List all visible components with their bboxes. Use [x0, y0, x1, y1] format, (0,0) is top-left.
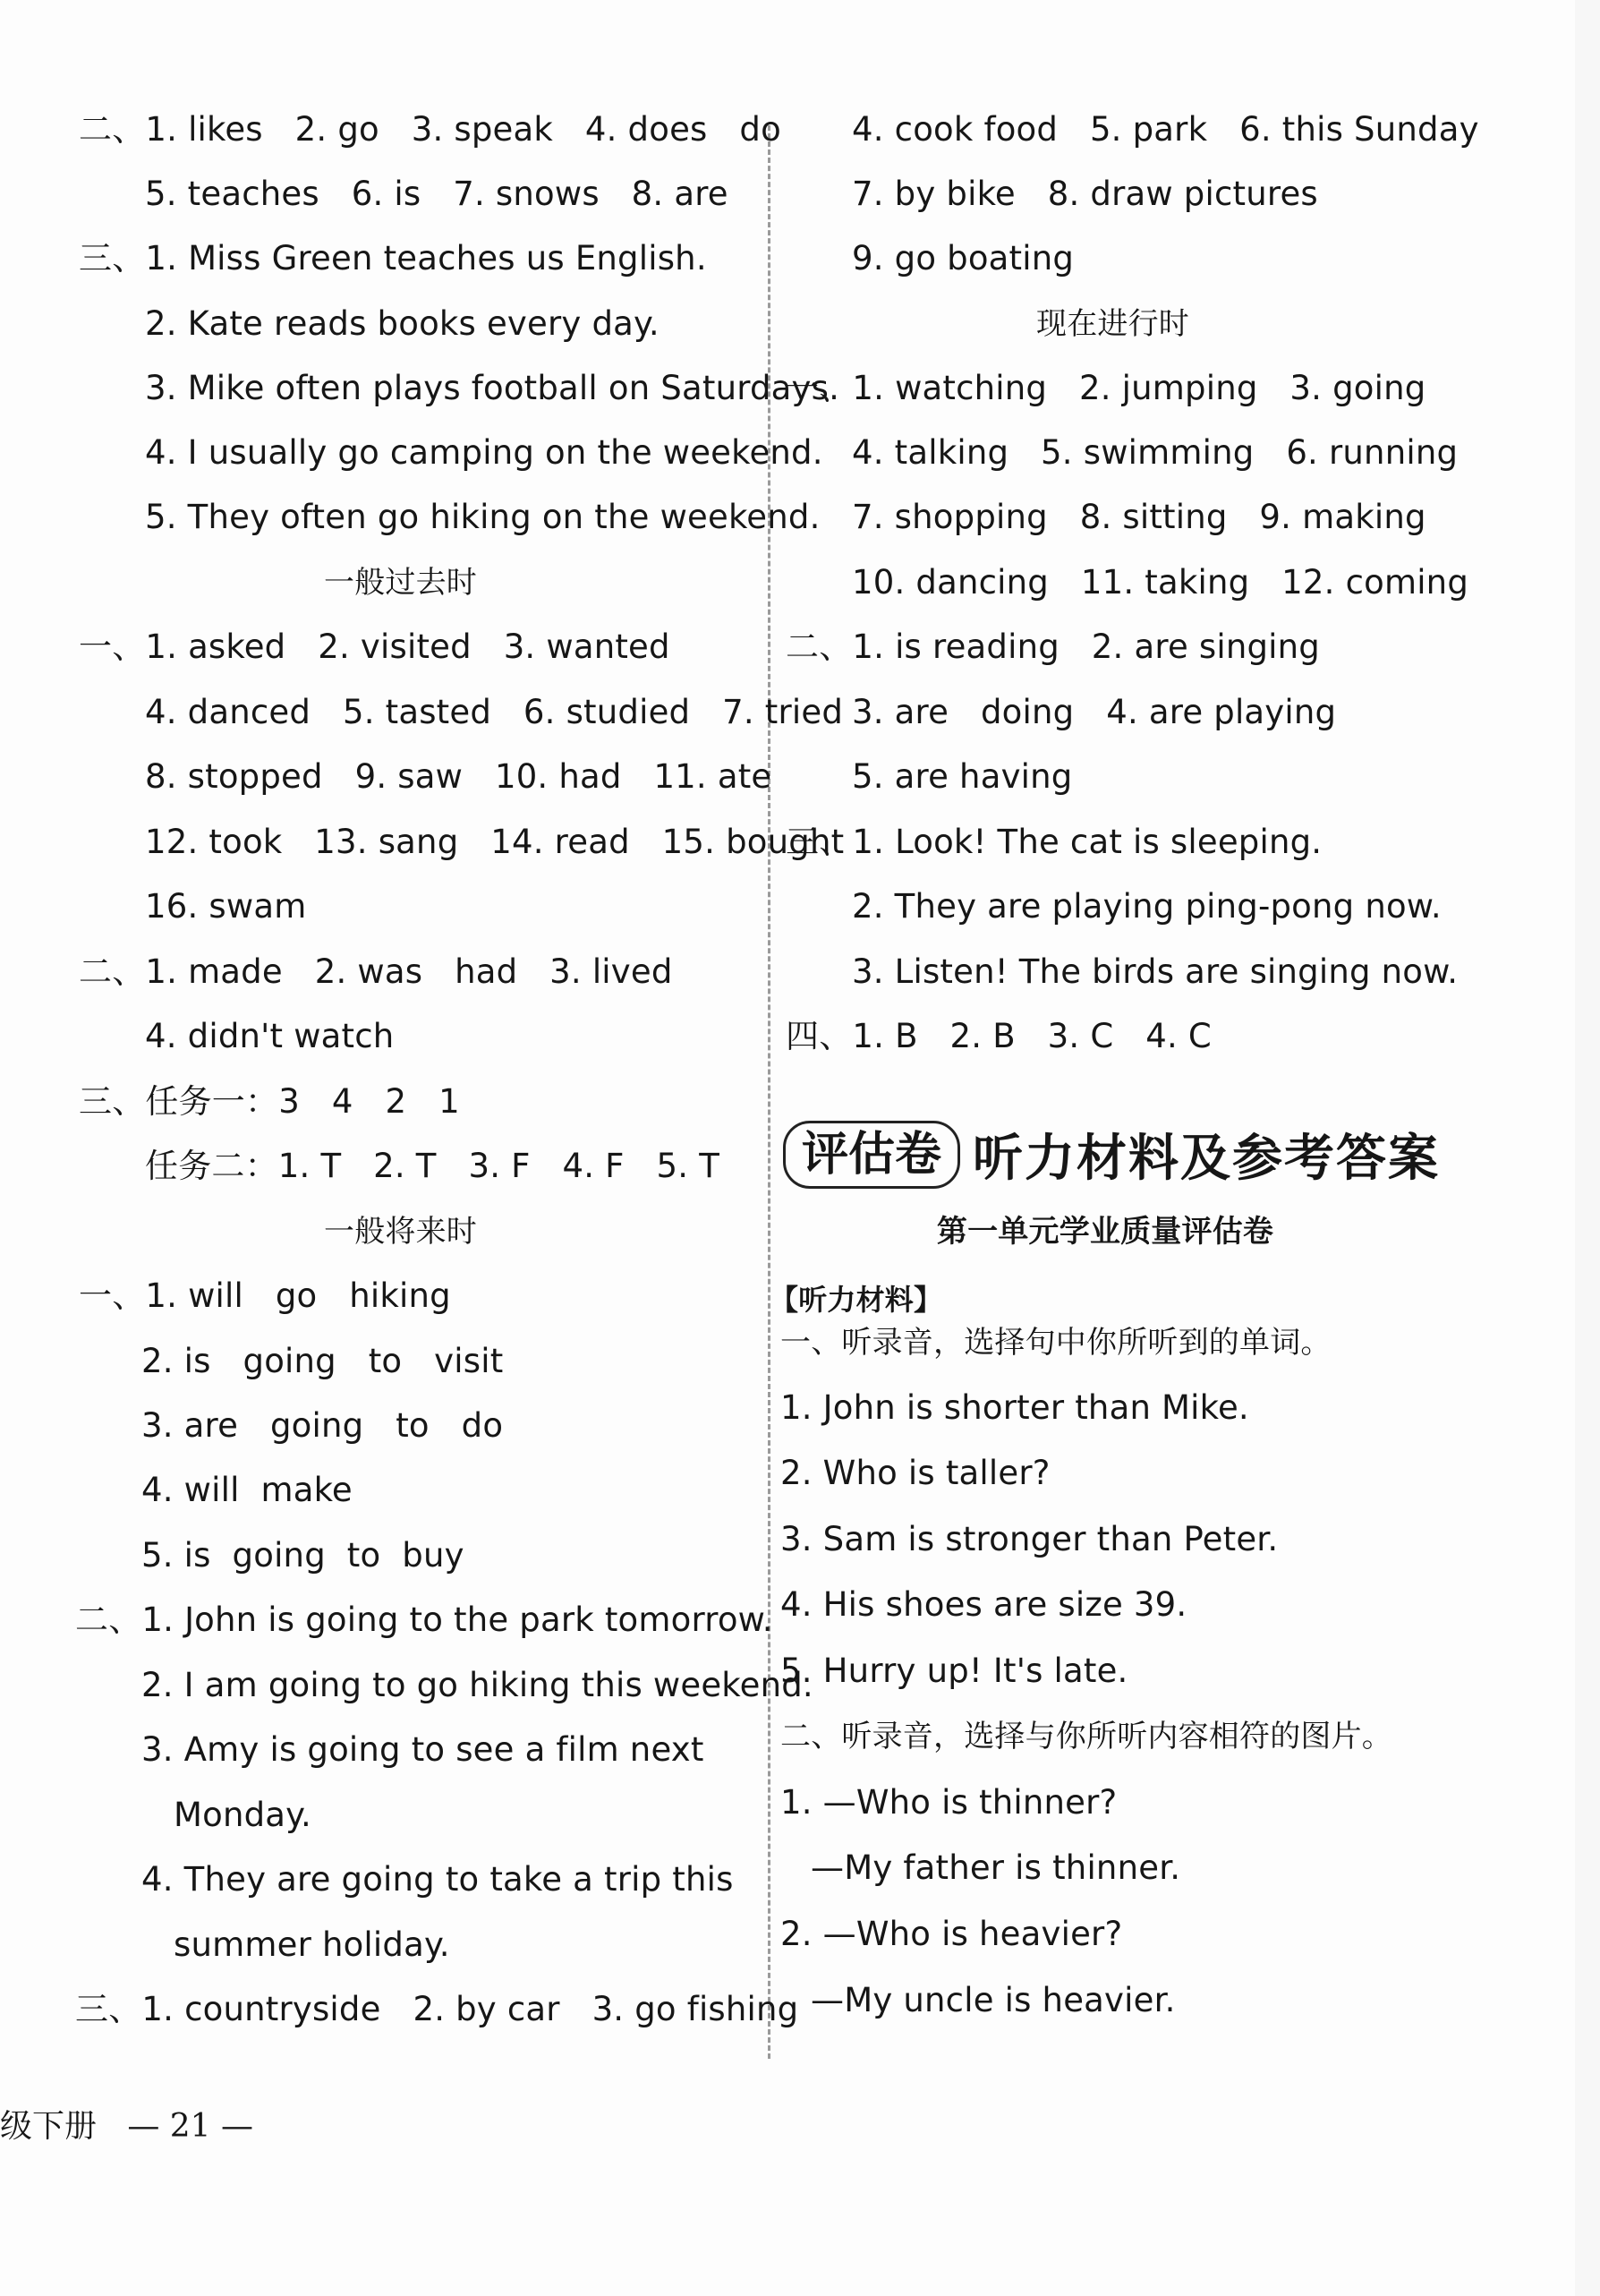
right-line: 3. Listen! The birds are singing now. [852, 952, 1459, 991]
right_lower-line: —My uncle is heavier. [811, 1981, 1176, 2019]
left-line: 5. teaches 6. is 7. snows 8. are [145, 175, 728, 213]
left-line: 一般将来时 [324, 1214, 477, 1250]
right_lower-line: —My father is thinner. [811, 1848, 1181, 1887]
right-line: 7. by bike 8. draw pictures [852, 175, 1318, 213]
left-line: 4. I usually go camping on the weekend. [145, 433, 823, 472]
left-line: 3. are going to do [141, 1406, 504, 1445]
listening-material-label: 【听力材料】 [770, 1283, 943, 1317]
right-line: 3. are doing 4. are playing [852, 693, 1337, 731]
right_lower-line: 1. John is shorter than Mike. [780, 1388, 1249, 1427]
right_lower-line: 5. Hurry up! It's late. [780, 1652, 1128, 1690]
left-line: Monday. [174, 1796, 311, 1834]
left-line: 4. They are going to take a trip this [141, 1860, 734, 1899]
eval-title-text: 听力材料及参考答案 [973, 1130, 1441, 1188]
left-line: summer holiday. [174, 1925, 450, 1964]
left-line: 12. took 13. sang 14. read 15. bought [145, 823, 845, 861]
right-line: 7. shopping 8. sitting 9. making [852, 498, 1426, 536]
unit-subtitle: 第一单元学业质量评估卷 [936, 1214, 1274, 1250]
eval-badge: 评估卷 [783, 1121, 960, 1189]
left-line: 5. They often go hiking on the weekend. [145, 498, 821, 536]
left-line: 3. Amy is going to see a film next [141, 1730, 704, 1769]
right-line: 四、1. B 2. B 3. C 4. C [786, 1017, 1212, 1055]
left-line: 二、1. made 2. was had 3. lived [79, 952, 673, 991]
left-line: 5. is going to buy [141, 1536, 464, 1575]
left-line: 一、1. asked 2. visited 3. wanted [79, 627, 670, 666]
right-line: 一、1. watching 2. jumping 3. going [786, 369, 1426, 407]
right_lower-line: 2. Who is taller? [780, 1454, 1051, 1492]
left-line: 4. danced 5. tasted 6. studied 7. tried [145, 693, 844, 731]
left-line: 三、1. countryside 2. by car 3. go fishing [75, 1990, 799, 2028]
right-line: 三、1. Look! The cat is sleeping. [786, 823, 1323, 861]
right-line: 2. They are playing ping-pong now. [852, 887, 1442, 926]
left-line: 3. Mike often plays football on Saturdays. [145, 369, 840, 407]
left-line: 任务二：1. T 2. T 3. F 4. F 5. T [145, 1147, 720, 1185]
right_lower-line: 二、听录音，选择与你所听内容相符的图片。 [780, 1719, 1392, 1754]
eval-section-title [783, 1114, 1440, 1195]
right_lower-line: 4. His shoes are size 39. [780, 1585, 1187, 1624]
left-line: 2. Kate reads books every day. [145, 304, 660, 343]
left-line: 2. I am going to go hiking this weekend. [141, 1666, 813, 1704]
left-line: 4. will make [141, 1471, 353, 1509]
left-line: 一、1. will go hiking [79, 1276, 451, 1315]
left-line: 16. swam [145, 887, 307, 926]
page-footer: 级下册 — 21 — [0, 2108, 254, 2145]
left-line: 二、1. John is going to the park tomorrow. [75, 1600, 773, 1639]
left-line: 二、1. likes 2. go 3. speak 4. does do [79, 110, 781, 149]
right-line: 10. dancing 11. taking 12. coming [852, 563, 1469, 602]
left-line: 2. is going to visit [141, 1342, 504, 1380]
right_lower-line: 2. —Who is heavier? [780, 1915, 1123, 1953]
left-line: 三、1. Miss Green teaches us English. [79, 239, 707, 277]
right-line: 9. go boating [852, 239, 1075, 277]
right_lower-line: 1. —Who is thinner? [780, 1783, 1118, 1822]
right-line: 二、1. is reading 2. are singing [786, 627, 1320, 666]
column-divider [768, 125, 770, 2059]
right-line: 5. are having [852, 757, 1073, 796]
right_lower-line: 3. Sam is stronger than Peter. [780, 1520, 1279, 1558]
left-line: 8. stopped 9. saw 10. had 11. ate [145, 757, 772, 796]
right-line: 4. cook food 5. park 6. this Sunday [852, 110, 1479, 149]
left-line: 4. didn't watch [145, 1017, 395, 1055]
right_lower-line: 一、听录音，选择句中你所听到的单词。 [780, 1325, 1332, 1361]
left-line: 一般过去时 [324, 565, 477, 601]
right-line: 现在进行时 [1036, 306, 1189, 342]
left-line: 三、任务一：3 4 2 1 [79, 1082, 460, 1121]
right-line: 4. talking 5. swimming 6. running [852, 433, 1459, 472]
